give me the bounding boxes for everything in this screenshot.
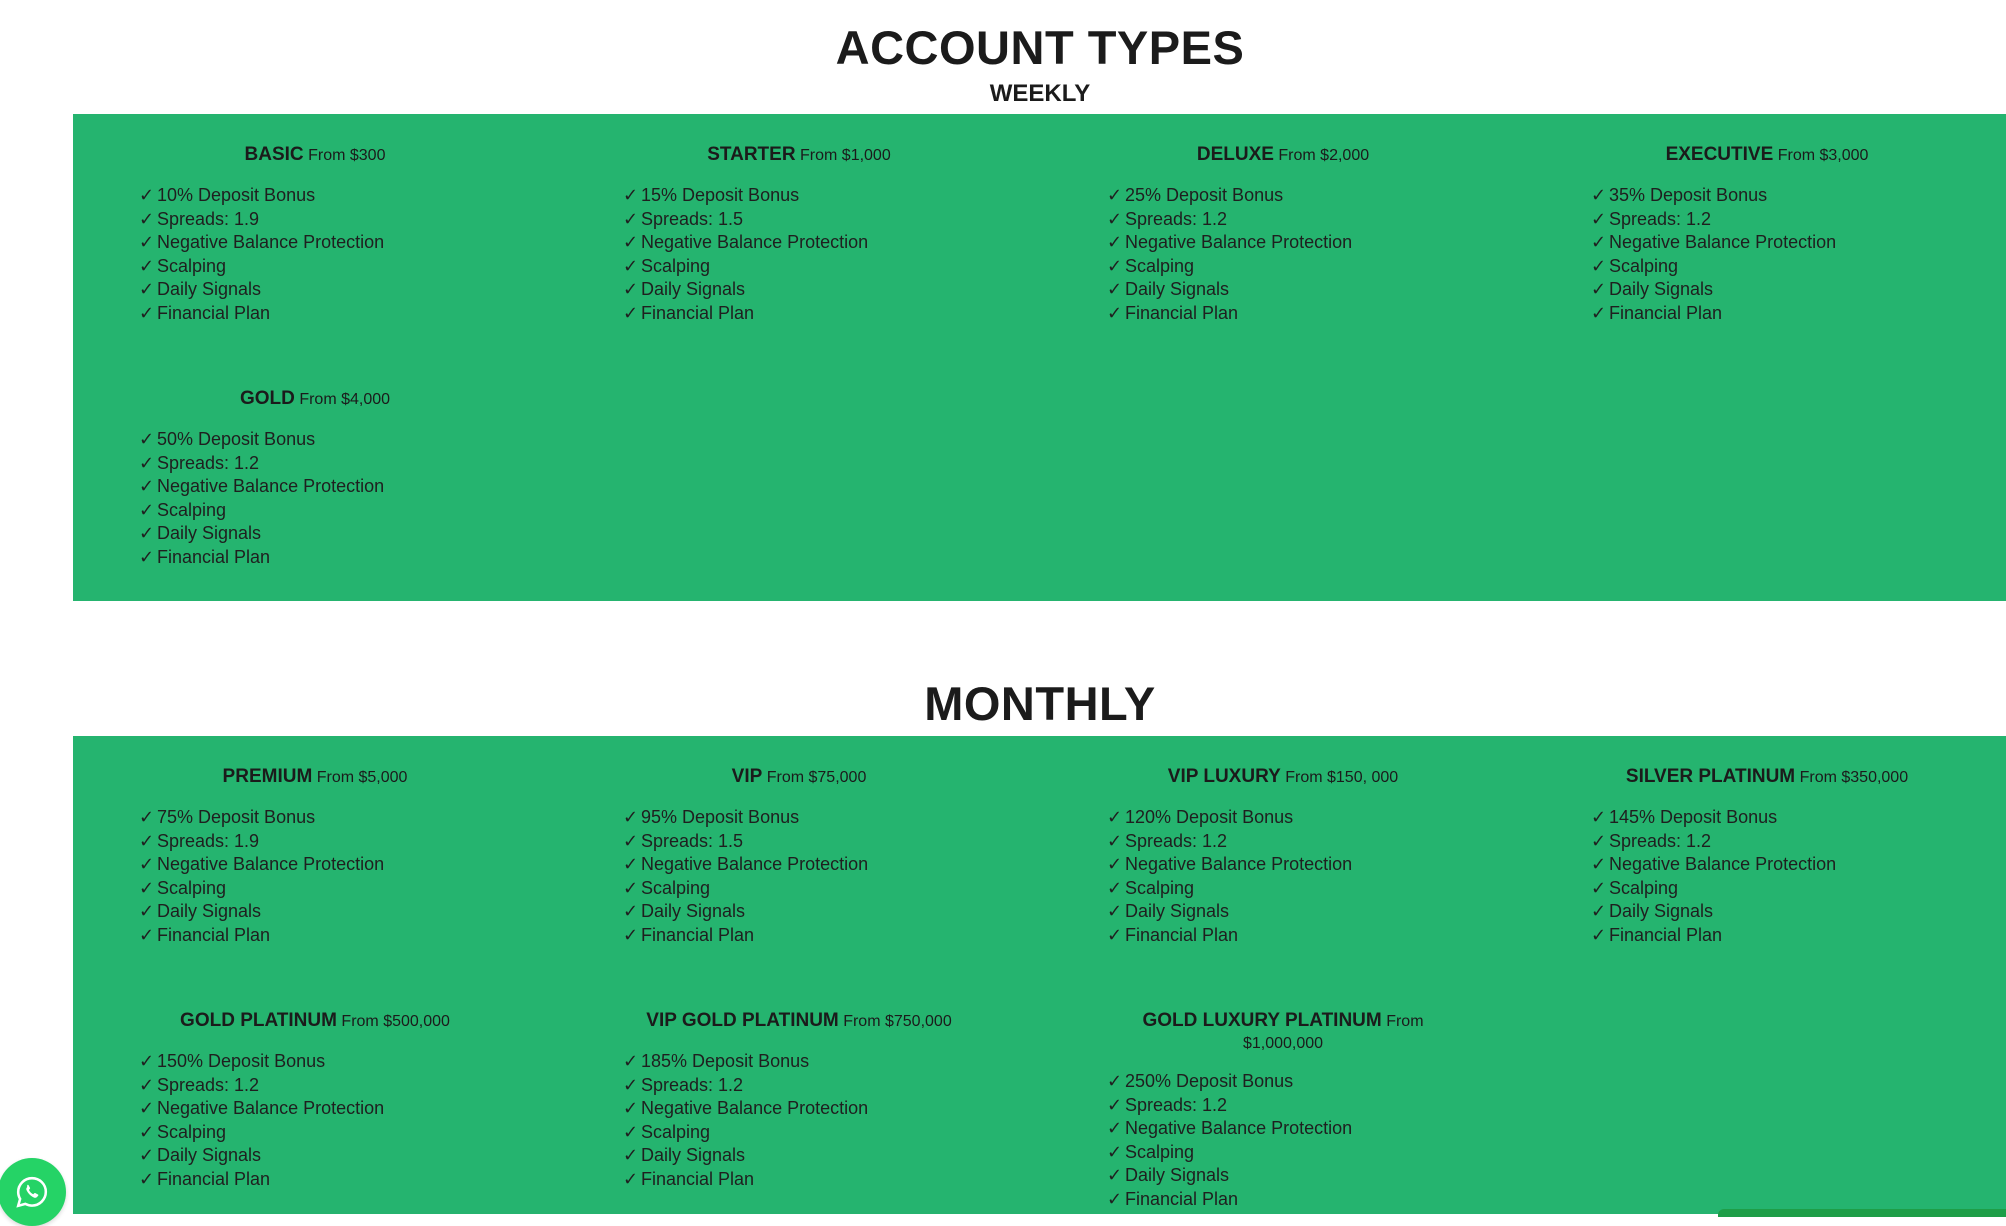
plan-heading <box>1041 766 1525 806</box>
check-icon: ✓ <box>139 185 155 205</box>
feature-item: ✓ Financial Plan <box>1591 302 2006 326</box>
plan-heading <box>1041 144 1525 184</box>
feature-item: ✓ Financial Plan <box>1107 1188 1525 1212</box>
check-icon: ✓ <box>623 302 639 323</box>
check-icon: ✓ <box>1107 1071 1123 1091</box>
feature-item: ✓ Scalping <box>139 877 557 901</box>
check-icon: ✓ <box>139 255 155 276</box>
check-icon: ✓ <box>139 830 155 851</box>
feature-item: ✓ Financial Plan <box>623 1168 1041 1192</box>
plan-name: SILVER PLATINUM <box>1625 766 1796 787</box>
plan-card-gold-platinum <box>73 1010 557 1191</box>
plan-heading <box>73 144 557 184</box>
plan-heading <box>73 766 557 806</box>
feature-item: ✓ 15% Deposit Bonus <box>623 184 1041 208</box>
plan-name: VIP GOLD PLATINUM <box>646 1010 839 1031</box>
feature-item: ✓ 120% Deposit Bonus <box>1107 806 1525 830</box>
check-icon: ✓ <box>139 499 155 520</box>
check-icon: ✓ <box>1107 1118 1123 1138</box>
feature-item: ✓ Scalping <box>623 1121 1041 1145</box>
check-icon: ✓ <box>1591 807 1607 827</box>
feature-list <box>1041 806 1525 947</box>
check-icon: ✓ <box>1107 208 1123 229</box>
feature-item: ✓ Spreads: 1.9 <box>139 830 557 854</box>
check-icon: ✓ <box>623 830 639 851</box>
check-icon: ✓ <box>139 1051 155 1071</box>
feature-item: ✓ Spreads: 1.9 <box>139 208 557 232</box>
feature-item: ✓ 185% Deposit Bonus <box>623 1050 1041 1074</box>
check-icon: ✓ <box>1107 877 1123 898</box>
plan-price: From $75,000 <box>766 769 867 786</box>
check-icon: ✓ <box>139 901 155 921</box>
feature-list <box>73 806 557 947</box>
feature-item: ✓ Daily Signals <box>623 1144 1041 1168</box>
check-icon: ✓ <box>1591 854 1607 874</box>
check-icon: ✓ <box>623 1121 639 1142</box>
feature-item: ✓ Scalping <box>623 255 1041 279</box>
check-icon: ✓ <box>623 901 639 921</box>
plan-price: From $5,000 <box>316 769 408 786</box>
check-icon: ✓ <box>139 302 155 323</box>
check-icon: ✓ <box>1591 830 1607 851</box>
feature-item: ✓ Negative Balance Protection <box>623 231 1041 255</box>
plan-heading <box>1525 766 2006 806</box>
plan-heading <box>1041 1010 1525 1070</box>
feature-item: ✓ Negative Balance Protection <box>1591 853 2006 877</box>
feature-item: ✓ Negative Balance Protection <box>139 231 557 255</box>
feature-item: ✓ Spreads: 1.2 <box>1591 830 2006 854</box>
feature-item: ✓ 10% Deposit Bonus <box>139 184 557 208</box>
plan-price: From $1,000,000 <box>1242 1013 1424 1052</box>
feature-item: ✓ Scalping <box>139 499 557 523</box>
check-icon: ✓ <box>623 807 639 827</box>
feature-item: ✓ Scalping <box>1107 877 1525 901</box>
plan-card-vip <box>557 766 1041 947</box>
feature-item: ✓ Scalping <box>139 255 557 279</box>
feature-item: ✓ Financial Plan <box>139 546 557 570</box>
check-icon: ✓ <box>1107 807 1123 827</box>
check-icon: ✓ <box>139 1121 155 1142</box>
feature-list <box>73 428 557 569</box>
plan-price: From $2,000 <box>1278 147 1370 164</box>
check-icon: ✓ <box>1107 1094 1123 1115</box>
plan-card-premium <box>73 766 557 947</box>
check-icon: ✓ <box>139 476 155 496</box>
plan-price: From $500,000 <box>341 1013 450 1030</box>
check-icon: ✓ <box>139 429 155 449</box>
check-icon: ✓ <box>1107 279 1123 299</box>
feature-item: ✓ Negative Balance Protection <box>1107 853 1525 877</box>
check-icon: ✓ <box>139 208 155 229</box>
check-icon: ✓ <box>139 546 155 567</box>
check-icon: ✓ <box>1591 877 1607 898</box>
check-icon: ✓ <box>1591 255 1607 276</box>
feature-item: ✓ Daily Signals <box>1591 278 2006 302</box>
check-icon: ✓ <box>1591 302 1607 323</box>
check-icon: ✓ <box>1107 232 1123 252</box>
feature-item: ✓ Daily Signals <box>623 900 1041 924</box>
check-icon: ✓ <box>139 924 155 945</box>
plan-heading <box>1525 144 2006 184</box>
plan-card-gold-luxury-platinum <box>1041 1010 1525 1211</box>
feature-list <box>557 806 1041 947</box>
check-icon: ✓ <box>139 1098 155 1118</box>
check-icon: ✓ <box>1107 1165 1123 1185</box>
feature-item: ✓ Daily Signals <box>139 900 557 924</box>
feature-item: ✓ Scalping <box>139 1121 557 1145</box>
plan-name: EXECUTIVE <box>1665 144 1774 165</box>
feature-item: ✓ Spreads: 1.5 <box>623 830 1041 854</box>
feature-list <box>73 1050 557 1191</box>
check-icon: ✓ <box>139 1074 155 1095</box>
feature-item: ✓ Scalping <box>1107 1141 1525 1165</box>
check-icon: ✓ <box>139 1168 155 1189</box>
check-icon: ✓ <box>139 807 155 827</box>
check-icon: ✓ <box>1107 830 1123 851</box>
feature-item: ✓ Negative Balance Protection <box>623 1097 1041 1121</box>
feature-item: ✓ Scalping <box>623 877 1041 901</box>
check-icon: ✓ <box>1107 854 1123 874</box>
feature-item: ✓ Daily Signals <box>1591 900 2006 924</box>
weekly-plans-panel <box>73 114 2006 601</box>
check-icon: ✓ <box>1107 302 1123 323</box>
chat-widget-tab[interactable] <box>1718 1209 2006 1217</box>
check-icon: ✓ <box>623 279 639 299</box>
feature-item: ✓ Financial Plan <box>1107 924 1525 948</box>
feature-item: ✓ 145% Deposit Bonus <box>1591 806 2006 830</box>
check-icon: ✓ <box>139 279 155 299</box>
plan-card-gold <box>73 388 557 569</box>
check-icon: ✓ <box>623 854 639 874</box>
check-icon: ✓ <box>623 1098 639 1118</box>
plan-name: BASIC <box>244 144 304 165</box>
plan-name: GOLD LUXURY PLATINUM <box>1142 1010 1382 1031</box>
check-icon: ✓ <box>623 924 639 945</box>
plan-card-vip-gold-platinum <box>557 1010 1041 1191</box>
plan-heading <box>557 144 1041 184</box>
check-icon: ✓ <box>623 877 639 898</box>
check-icon: ✓ <box>1591 901 1607 921</box>
feature-item: ✓ Negative Balance Protection <box>139 853 557 877</box>
feature-item: ✓ Financial Plan <box>623 924 1041 948</box>
plan-price: From $4,000 <box>299 391 391 408</box>
plan-card-deluxe <box>1041 144 1525 325</box>
check-icon: ✓ <box>1591 232 1607 252</box>
check-icon: ✓ <box>139 1145 155 1165</box>
feature-item: ✓ Negative Balance Protection <box>139 475 557 499</box>
check-icon: ✓ <box>623 1168 639 1189</box>
feature-item: ✓ 50% Deposit Bonus <box>139 428 557 452</box>
check-icon: ✓ <box>1591 208 1607 229</box>
check-icon: ✓ <box>623 1074 639 1095</box>
feature-item: ✓ Daily Signals <box>1107 278 1525 302</box>
feature-item: ✓ 150% Deposit Bonus <box>139 1050 557 1074</box>
whatsapp-button[interactable] <box>0 1158 66 1226</box>
feature-item: ✓ 35% Deposit Bonus <box>1591 184 2006 208</box>
check-icon: ✓ <box>139 854 155 874</box>
feature-item: ✓ Financial Plan <box>1591 924 2006 948</box>
check-icon: ✓ <box>623 1145 639 1165</box>
plan-name: VIP <box>731 766 763 787</box>
feature-list <box>557 1050 1041 1191</box>
feature-item: ✓ Daily Signals <box>623 278 1041 302</box>
plan-heading <box>557 1010 1041 1050</box>
plan-name: STARTER <box>707 144 796 165</box>
feature-item: ✓ Scalping <box>1107 255 1525 279</box>
feature-item: ✓ Scalping <box>1591 255 2006 279</box>
feature-item: ✓ Negative Balance Protection <box>1107 231 1525 255</box>
feature-list <box>1525 806 2006 947</box>
plan-name: GOLD <box>239 388 295 409</box>
feature-item: ✓ Daily Signals <box>1107 900 1525 924</box>
check-icon: ✓ <box>1107 1188 1123 1209</box>
check-icon: ✓ <box>1107 185 1123 205</box>
check-icon: ✓ <box>1591 279 1607 299</box>
plan-heading <box>73 1010 557 1050</box>
check-icon: ✓ <box>139 452 155 473</box>
feature-item: ✓ Spreads: 1.2 <box>1107 208 1525 232</box>
weekly-heading: WEEKLY <box>989 80 1091 107</box>
check-icon: ✓ <box>623 1051 639 1071</box>
monthly-plans-panel <box>73 736 2006 1214</box>
check-icon: ✓ <box>623 185 639 205</box>
feature-item: ✓ Spreads: 1.2 <box>1591 208 2006 232</box>
feature-item: ✓ Financial Plan <box>623 302 1041 326</box>
feature-item: ✓ Negative Balance Protection <box>1107 1117 1525 1141</box>
feature-item: ✓ 95% Deposit Bonus <box>623 806 1041 830</box>
page-title: ACCOUNT TYPES <box>835 21 1245 74</box>
feature-item: ✓ Spreads: 1.5 <box>623 208 1041 232</box>
plan-price: From $750,000 <box>843 1013 952 1030</box>
check-icon: ✓ <box>623 208 639 229</box>
plan-price: From $300 <box>308 147 386 164</box>
feature-list <box>1525 184 2006 325</box>
feature-item: ✓ Spreads: 1.2 <box>139 1074 557 1098</box>
feature-list <box>557 184 1041 325</box>
feature-item: ✓ Daily Signals <box>139 1144 557 1168</box>
monthly-heading: MONTHLY <box>924 677 1156 730</box>
check-icon: ✓ <box>623 255 639 276</box>
check-icon: ✓ <box>139 877 155 898</box>
feature-item: ✓ Daily Signals <box>139 278 557 302</box>
check-icon: ✓ <box>623 232 639 252</box>
plan-price: From $150, 000 <box>1285 769 1399 786</box>
check-icon: ✓ <box>1107 901 1123 921</box>
plan-card-executive <box>1525 144 2006 325</box>
plan-name: PREMIUM <box>222 766 313 787</box>
feature-item: ✓ Negative Balance Protection <box>139 1097 557 1121</box>
feature-item: ✓ Financial Plan <box>139 302 557 326</box>
plan-card-silver-platinum <box>1525 766 2006 947</box>
feature-item: ✓ Negative Balance Protection <box>623 853 1041 877</box>
plan-heading <box>557 766 1041 806</box>
plan-card-starter <box>557 144 1041 325</box>
feature-item: ✓ Daily Signals <box>1107 1164 1525 1188</box>
feature-item: ✓ Spreads: 1.2 <box>623 1074 1041 1098</box>
plan-price: From $350,000 <box>1799 769 1909 786</box>
feature-list <box>1041 1070 1525 1211</box>
check-icon: ✓ <box>139 523 155 543</box>
plan-name: GOLD PLATINUM <box>180 1010 337 1031</box>
whatsapp-icon <box>15 1175 49 1209</box>
feature-item: ✓ Spreads: 1.2 <box>1107 1094 1525 1118</box>
feature-item: ✓ Negative Balance Protection <box>1591 231 2006 255</box>
feature-item: ✓ Spreads: 1.2 <box>1107 830 1525 854</box>
feature-list <box>73 184 557 325</box>
check-icon: ✓ <box>1591 924 1607 945</box>
check-icon: ✓ <box>1107 255 1123 276</box>
plan-price: From $1,000 <box>800 147 891 164</box>
feature-item: ✓ Scalping <box>1591 877 2006 901</box>
plan-name: DELUXE <box>1196 144 1274 165</box>
feature-item: ✓ Financial Plan <box>1107 302 1525 326</box>
check-icon: ✓ <box>139 232 155 252</box>
feature-item: ✓ 250% Deposit Bonus <box>1107 1070 1525 1094</box>
feature-item: ✓ 75% Deposit Bonus <box>139 806 557 830</box>
feature-item: ✓ 25% Deposit Bonus <box>1107 184 1525 208</box>
check-icon: ✓ <box>1591 185 1607 205</box>
feature-item: ✓ Spreads: 1.2 <box>139 452 557 476</box>
plan-heading <box>73 388 557 428</box>
plan-card-basic <box>73 144 557 325</box>
feature-item: ✓ Financial Plan <box>139 1168 557 1192</box>
check-icon: ✓ <box>1107 1141 1123 1162</box>
plan-name: VIP LUXURY <box>1167 766 1281 787</box>
plan-price: From $3,000 <box>1777 147 1869 164</box>
feature-item: ✓ Financial Plan <box>139 924 557 948</box>
feature-item: ✓ Daily Signals <box>139 522 557 546</box>
plan-card-vip-luxury <box>1041 766 1525 947</box>
check-icon: ✓ <box>1107 924 1123 945</box>
feature-list <box>1041 184 1525 325</box>
